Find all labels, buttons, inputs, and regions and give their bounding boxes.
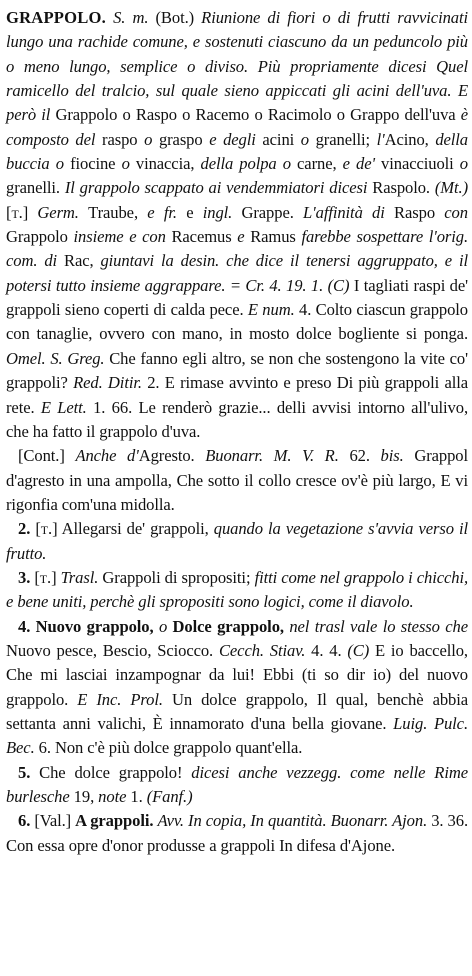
text-run: 6.: [18, 811, 35, 831]
text-run: granelli;: [315, 129, 377, 149]
text-run: Luig. Pulc. Bec.: [6, 713, 468, 758]
text-run: Buonarr. M. V. R.: [205, 446, 350, 466]
text-run: E Lett.: [40, 397, 94, 417]
text-run: E io baccello, Che mi lasciai inzampognar da lui! Ebbi (ti so dir io) del nuovo grappolo.: [6, 640, 468, 709]
text-run: Trasl.: [60, 567, 103, 587]
text-run: insieme e con: [73, 227, 172, 247]
text-run: fiocine: [70, 154, 122, 174]
text-run: In quantità. Buonarr. Ajon.: [250, 811, 432, 831]
text-run: Un dolce grappolo, Il qual, benchè abbia settanta anni valichi, È innamorato d'una bella giovane.: [6, 689, 469, 733]
text-run: con: [444, 202, 468, 222]
text-run: e: [186, 202, 203, 222]
text-run: E num.: [247, 300, 299, 320]
text-run: Grappolo o Raspo o Racemo o Racimolo o Grappo dell'uva: [55, 105, 461, 125]
sense-3: [6, 566, 468, 615]
text-run: 62.: [349, 446, 381, 466]
text-run: Grappoli di spropositi;: [102, 567, 255, 587]
text-run: Riunione di fiori o di frutti ravvicinati lungo una rachide comune, e sostenuti ciascuno da un peduncolo più o meno lungo, semplice o diviso. Più propriamente dicesi Quel ramicello del tralcio, sul quale sieno appiccati gli acini dell'uva. E però il: [6, 8, 468, 125]
text-run: Anche d': [75, 446, 139, 466]
text-run: t.: [39, 567, 52, 587]
text-run: Omel. S. Greg.: [6, 348, 110, 368]
text-run: Raspo: [394, 202, 445, 222]
text-run: giuntavi la desin. che dice il tenersi aggruppato, e il potersi tutto insieme aggrappare. = Cr. 4. 19. 1. (C): [6, 251, 468, 295]
text-run: 3.: [18, 567, 35, 587]
headword: GRAPPOLO.: [6, 8, 106, 27]
text-run: Raspolo.: [372, 178, 435, 198]
text-run: Che dolce grappolo!: [39, 762, 192, 782]
text-run: Grappolo: [6, 227, 74, 247]
text-run: e: [237, 227, 251, 247]
text-run: A grappoli.: [75, 811, 158, 831]
text-run: l': [376, 129, 385, 149]
text-run: [: [34, 567, 40, 587]
text-run: farebbe sospettare l'orig. com. di: [6, 227, 469, 271]
text-run: vinacciuoli: [381, 154, 460, 174]
text-run: Traube,: [88, 202, 148, 222]
text-run: e fr.: [147, 202, 187, 222]
text-run: Avv. In copia,: [157, 811, 251, 831]
text-run: dicesi anche vezzegg. come nelle Rime burlesche: [6, 762, 468, 806]
definition-main: [6, 6, 468, 444]
text-run: nel trasl vale lo stesso che: [289, 616, 468, 636]
text-run: della buccia o: [6, 129, 469, 174]
text-run: vinaccia,: [135, 154, 201, 174]
text-run: 1. 66. Le renderò grazie... delli avvisi intorno all'ulivo, che ha fatto il grappolo d'uva.: [6, 397, 468, 441]
text-run: Il grappolo scappato ai vendemmiatori dicesi: [64, 178, 373, 198]
text-run: [Val.]: [34, 811, 76, 831]
sense-4: [6, 615, 468, 761]
text-run: o: [300, 129, 316, 149]
text-run: carne,: [297, 154, 343, 174]
text-run: 4. 4.: [311, 640, 348, 660]
sense-5: [6, 761, 468, 810]
text-run: Rac,: [63, 251, 101, 271]
text-run: t.: [11, 202, 23, 222]
text-run: graspo: [158, 129, 210, 149]
text-run: Nuovo pesce, Bescio, Sciocco.: [6, 640, 219, 660]
text-run: o: [158, 616, 173, 636]
text-run: 4. Colto ciascun grappolo con tanaglie, ovvero con mano, in mosto dolce bogliente si ponga.: [6, 300, 468, 344]
text-run: 5.: [18, 762, 40, 782]
text-run: bis.: [380, 446, 415, 466]
text-run: o: [121, 154, 136, 174]
text-run: Germ.: [37, 202, 89, 222]
text-run: Grappe.: [241, 202, 304, 222]
text-run: Cecch. Stiav.: [218, 640, 312, 660]
text-run: è composto del: [6, 105, 468, 149]
text-run: fitti come nel grappolo i chicchi, e bene uniti, perchè gli spropositi sono logici, come il diavolo.: [6, 567, 469, 612]
text-run: E Inc. Prol.: [77, 689, 172, 709]
text-run: (Mt.): [434, 178, 468, 198]
text-run: Agresto.: [138, 446, 206, 466]
text-run: 2.: [18, 519, 36, 539]
sense-2: [6, 517, 468, 566]
text-run: Grappol d'agresto in una ampolla, Che sotto il collo cresce ov'è più largo, E vi rigonfia com'una midolla.: [6, 446, 469, 514]
text-run: Racemus: [171, 227, 238, 247]
text-run: Che fanno egli altro, se non che sostengono la vite co' grappoli?: [6, 348, 468, 393]
text-run: o: [459, 154, 468, 174]
text-run: Dolce grappolo,: [172, 616, 290, 636]
text-run: Ramus: [250, 227, 302, 247]
text-run: ]: [51, 567, 61, 587]
text-run: 1.: [130, 787, 147, 806]
text-run: e de': [342, 154, 382, 174]
text-run: L'affinità di: [303, 202, 395, 222]
text-run: 4. Nuovo grappolo,: [18, 616, 159, 636]
text-run: 3. 36. Con essa opre d'onor produsse a grappoli In difesa d'Ajone.: [6, 811, 468, 855]
text-run: t.: [40, 519, 53, 539]
text-run: (C): [347, 640, 376, 660]
text-run: Red. Ditir.: [73, 373, 148, 393]
text-run: 6. Non c'è più dolce grappolo quant'ella.: [38, 738, 303, 758]
text-run: ingl.: [202, 202, 242, 222]
text-run: I tagliati raspi de' grappoli sieno coperti di calda pece.: [6, 275, 469, 320]
text-run: 2. E rimase avvinto e preso Di più grappoli alla rete.: [6, 373, 468, 417]
text-run: [Cont.]: [18, 446, 76, 466]
text-run: acini: [262, 129, 301, 149]
text-run: ]: [22, 202, 38, 222]
text-run: Acino,: [384, 129, 436, 149]
text-run: 19,: [73, 787, 99, 806]
text-run: e degli: [209, 129, 263, 149]
text-run: S. m.: [105, 8, 156, 27]
text-run: quando la vegetazione s'avvia verso il frutto.: [6, 519, 469, 563]
text-run: [: [35, 519, 41, 539]
sense-6: [6, 809, 468, 858]
text-run: note: [98, 787, 131, 806]
text-run: (Bot.): [155, 8, 202, 27]
text-run: o: [144, 129, 159, 149]
text-run: (Fanf.): [146, 787, 193, 806]
definition-cont: [6, 444, 468, 517]
text-run: ] Allegarsi de' grappoli,: [52, 519, 214, 539]
text-run: granelli.: [6, 178, 65, 198]
text-run: della polpa o: [200, 154, 298, 174]
dictionary-entry: [6, 6, 468, 858]
text-run: [: [6, 202, 12, 222]
text-run: raspo: [102, 129, 145, 149]
